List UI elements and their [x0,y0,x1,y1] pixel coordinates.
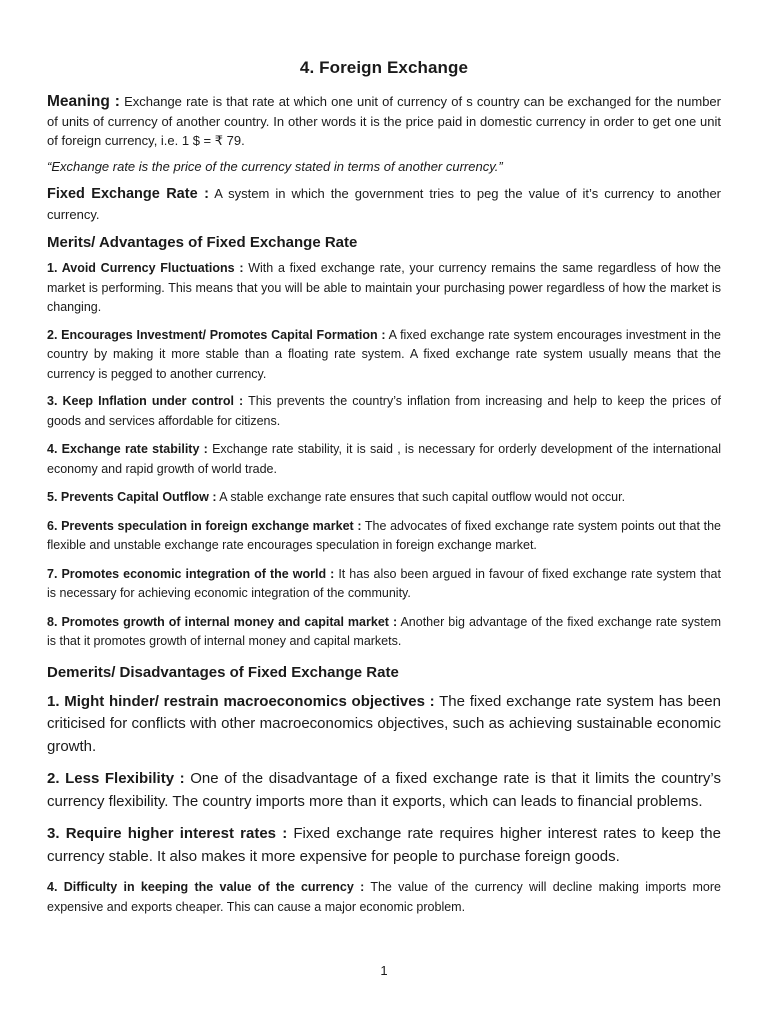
demerit-item [47,823,721,868]
merit-label: 8. Promotes growth of internal money and capital market : [47,614,398,629]
fixed-rate-paragraph [47,184,721,224]
meaning-text: Exchange rate is that rate at which one unit of currency of s country can be exchanged for the number of units of currency of another country. In other words it is the price paid in domestic currency in order to get one unit of foreign currency, i.e. 1 $ = ₹ 79. [47,94,721,148]
merit-text: A fixed exchange rate system encourages investment in the country by making it more stable than a floating rate system. A fixed exchange rate system usually means that the currency is pegged to another currency. [47,327,721,381]
fixed-rate-label: Fixed Exchange Rate : [47,186,209,202]
merit-text: It has also been argued in favour of fixed exchange rate system that is necessary for achieving economic integration of the community. [47,566,721,600]
fixed-rate-text: A system in which the government tries to peg the value of it’s currency to another currency. [47,186,721,222]
demerit-label: 1. Might hinder/ restrain macroeconomics objectives : [47,692,435,710]
merit-label: 7. Promotes economic integration of the world : [47,566,335,581]
page-title: 4. Foreign Exchange [299,58,469,77]
merits-heading: Merits/ Advantages of Fixed Exchange Rate [47,234,358,251]
merit-label: 4. Exchange rate stability : [47,442,208,456]
demerit-item [47,768,721,813]
demerit-text: The fixed exchange rate system has been criticised for conflicts with other macroeconomics objectives, such as achieving sustainable economic growth. [47,692,721,755]
merit-item [47,392,721,431]
page-number: 1 [380,963,388,978]
merit-text: The advocates of fixed exchange rate system points out that the flexible and unstable exchange rate encourages speculation in foreign exchange market. [47,518,722,552]
demerit-item [47,691,721,759]
merit-item [47,326,721,385]
demerits-heading: Demerits/ Disadvantages of Fixed Exchange Rate [47,663,399,681]
demerit-label: 3. Require higher interest rates : [47,825,288,842]
merit-label: 5. Prevents Capital Outflow : [47,490,217,504]
demerit-label: 4. Difficulty in keeping the value of the currency : [47,880,365,894]
demerit-text: The value of the currency will decline making imports more expensive and exports cheaper. This can cause a major economic problem. [47,880,721,914]
merit-text: Exchange rate stability, it is said , is necessary for orderly development of the international economy and rapid growth of world trade. [47,442,721,476]
demerit-label: 2. Less Flexibility : [47,770,185,787]
merit-text: With a fixed exchange rate, your currency remains the same regardless of how the market is performing. This means that you will be able to maintain your purchasing power regardless of how the market is changing. [47,261,721,314]
merit-item [47,488,721,508]
merit-item [47,517,721,556]
demerit-text: Fixed exchange rate requires higher interest rates to keep the currency stable. It also makes it more expensive for people to purchase foreign goods. [47,825,721,865]
merit-text: A stable exchange rate ensures that such capital outflow would not occur. [216,490,626,504]
merit-text: This prevents the country’s inflation from increasing and help to keep the prices of goods and services affordable for citizens. [47,394,721,428]
definition-quote: “Exchange rate is the price of the currency stated in terms of another currency.” [47,158,503,174]
merit-item [47,440,721,479]
merit-label: 3. Keep Inflation under control : [47,394,244,408]
demerit-text: One of the disadvantage of a fixed exchange rate is that it limits the country’s currency flexibility. The country imports more than it exports, which can leads to financial problems. [47,770,721,810]
merit-label: 1. Avoid Currency Fluctuations : [47,261,244,275]
meaning-paragraph [47,92,721,151]
merit-item [47,565,721,604]
merit-item [47,259,721,318]
merit-label: 6. Prevents speculation in foreign exchange market : [47,518,362,533]
demerit-item [47,878,721,917]
merit-label: 2. Encourages Investment/ Promotes Capital Formation : [47,327,386,342]
document-page [47,58,721,917]
meaning-label: Meaning : [47,93,120,110]
merit-item [47,613,721,652]
merit-text: Another big advantage of the fixed exchange rate system is that it promotes growth of internal money and capital markets. [47,614,721,648]
